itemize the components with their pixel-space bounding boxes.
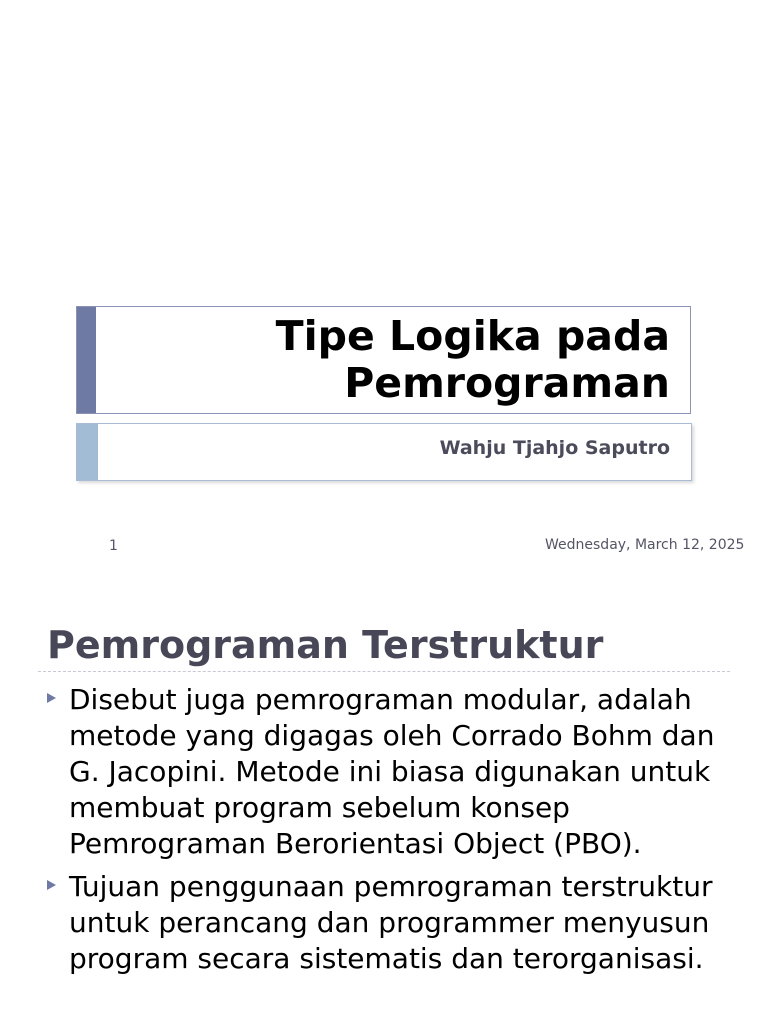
bullet-text: Disebut juga pemrograman modular, adalah metode yang digagas oleh Corrado Bohm dan G. Jacopini. Metode ini biasa digunakan untuk membuat program sebelum konsep Pemrograman Berorientasi Object (PBO). [69, 683, 715, 860]
slide-heading: Pemrograman Terstruktur [47, 623, 604, 667]
slide-title: Tipe Logika pada Pemrograman [275, 312, 670, 407]
list-item [0, 682, 768, 862]
heading-divider [38, 671, 730, 672]
slide-number: 1 [109, 538, 118, 554]
subtitle-accent-bar [77, 424, 98, 480]
content-slide [0, 600, 768, 1024]
subtitle-box [76, 423, 692, 481]
bullet-text: Tujuan penggunaan pemrograman terstruktur untuk perancang dan programmer menyusun program secara sistematis dan terorganisasi. [69, 870, 713, 975]
list-item [0, 869, 768, 977]
bullet-list [0, 682, 768, 984]
title-accent-bar [77, 307, 96, 413]
slide-date: Wednesday, March 12, 2025 [545, 537, 745, 553]
triangle-bullet-icon [47, 693, 56, 703]
title-box [76, 306, 691, 414]
triangle-bullet-icon [47, 880, 56, 890]
slide-subtitle: Wahju Tjahjo Saputro [439, 437, 670, 459]
